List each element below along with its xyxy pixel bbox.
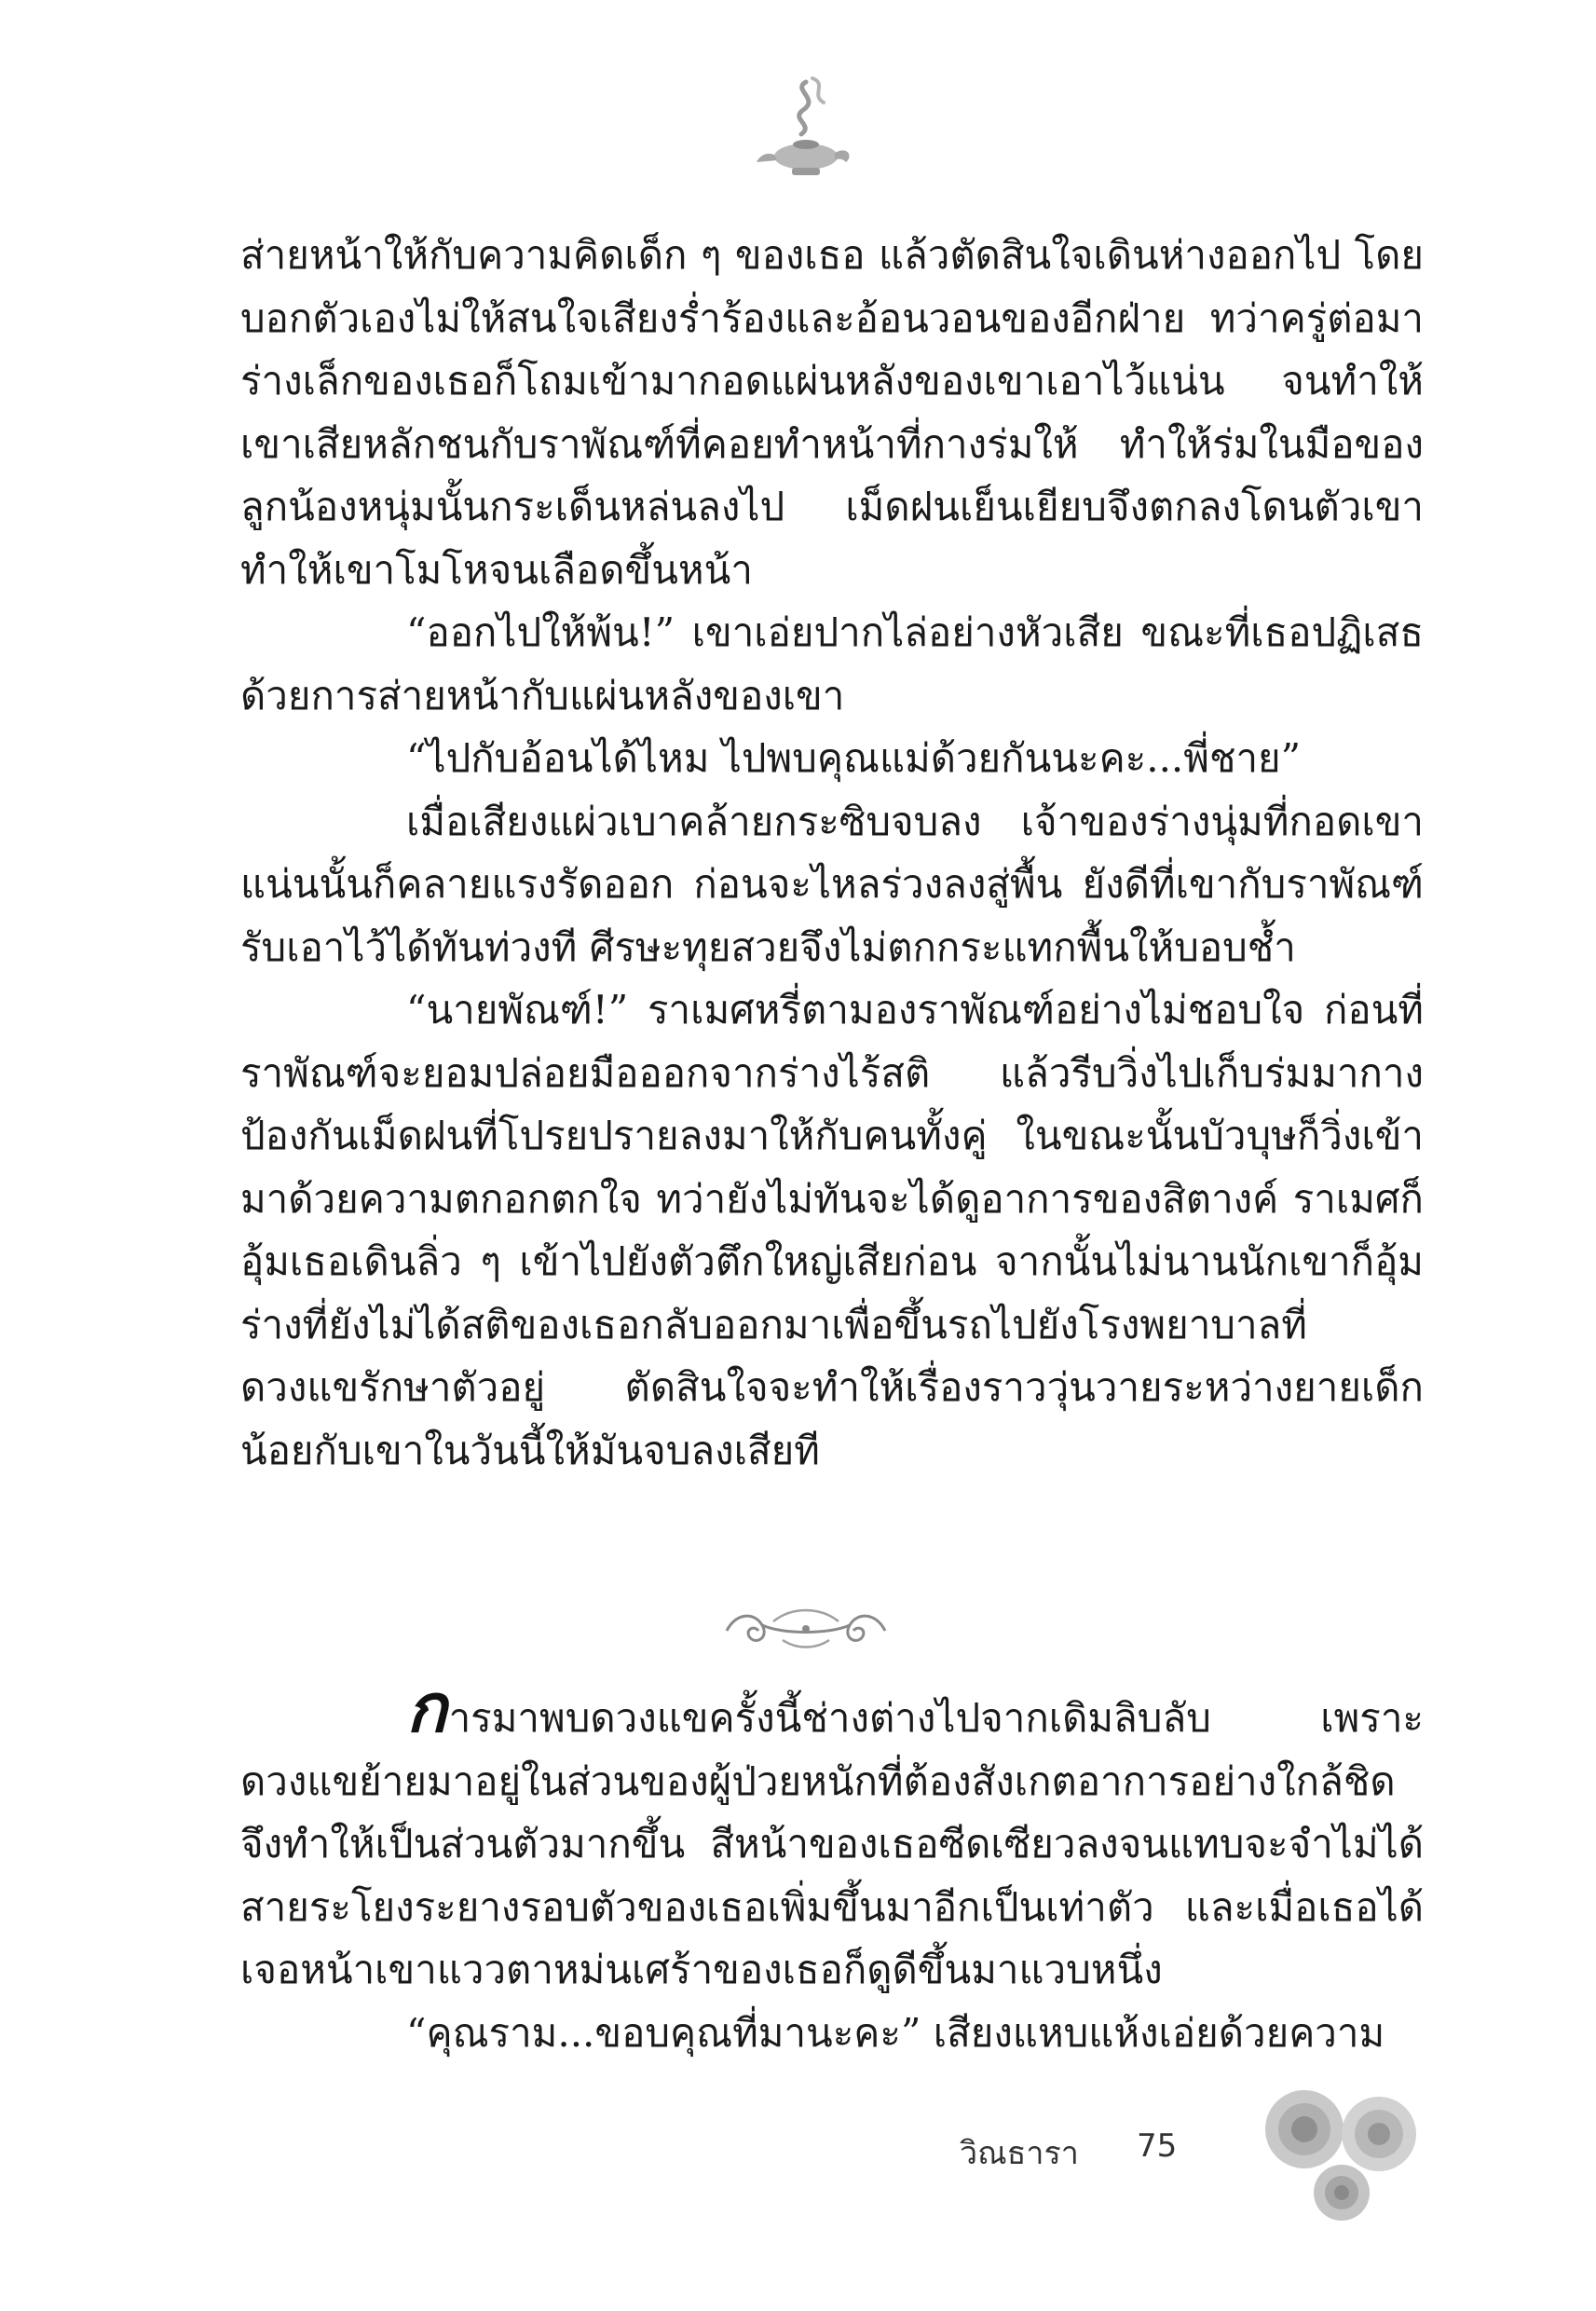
paragraph-text: ารมาพบดวงแขครั้งนี้ช่างต่างไปจากเดิมลิบลับ เพราะดวงแขย้ายมาอยู่ในส่วนของผู้ป่วยหนักที่ต้องสังเกตอาการอย่างใกล้ชิด จึงทำให้เป็นส่วนตัวมากขึ้น สีหน้าของเธอซีดเซียวลงจนแทบจะจำไม่ได้ สายระโยงระยางรอบตัวของเธอเพิ่มขึ้นมาอีกเป็นเท่าตัว และเมื่อเธอได้เจอหน้าเขาแววตาหม่นเศร้าของเธอก็ดูดีขึ้นมาแวบหนึ่ง [240, 1695, 1424, 1992]
genie-lamp-icon [755, 73, 857, 185]
page-number: 75 [1137, 2127, 1178, 2165]
paragraph: “ออกไปให้พ้น!” เขาเอ่ยปากไล่อย่างหัวเสีย ขณะที่เธอปฏิเสธด้วยการส่ายหน้ากับแผ่นหลังของเขา [240, 609, 1424, 718]
book-title: วิณธารา [960, 2135, 1079, 2172]
section-one [240, 224, 1424, 1482]
section-two [240, 1669, 1424, 2064]
page-footer [960, 2120, 1239, 2176]
roses-icon [1248, 2083, 1425, 2222]
paragraph [240, 1669, 1424, 2002]
paragraph: ส่ายหน้าให้กับความคิดเด็ก ๆ ของเธอ แล้วตัดสินใจเดินห่างออกไป โดยบอกตัวเองไม่ให้สนใจเสียงร่ำร้องและอ้อนวอนของอีกฝ่าย ทว่าครู่ต่อมาร่างเล็กของเธอก็โถมเข้ามากอดแผ่นหลังของเขาเอาไว้แน่น จนทำให้เขาเสียหลักชนกับราพัณฑ์ที่คอยทำหน้าที่กางร่มให้ ทำให้ร่มในมือของลูกน้องหนุ่มนั้นกระเด็นหล่นลงไป เม็ดฝนเย็นเยียบจึงตกลงโดนตัวเขาทำให้เขาโมโหจนเลือดขึ้นหน้า [240, 232, 1424, 593]
drop-cap: ก [406, 1669, 447, 1747]
paragraph: “นายพัณฑ์!” ราเมศหรี่ตามองราพัณฑ์อย่างไม่ชอบใจ ก่อนที่ราพัณฑ์จะยอมปล่อยมือออกจากร่างไร้สติ แล้วรีบวิ่งไปเก็บร่มมากางป้องกันเม็ดฝนที่โปรยปรายลงมาให้กับคนทั้งคู่ ในขณะนั้นบัวบุษก็วิ่งเข้ามาด้วยความตกอกตกใจ ทว่ายังไม่ทันจะได้ดูอาการของสิตางค์ ราเมศก็อุ้มเธอเดินลิ่ว ๆ เข้าไปยังตัวตึกใหญ่เสียก่อน จากนั้นไม่นานนักเขาก็อุ้มร่างที่ยังไม่ได้สติของเธอกลับออกมาเพื่อขึ้นรถไปยังโรงพยาบาลที่ดวงแขรักษาตัวอยู่ ตัดสินใจจะทำให้เรื่องราววุ่นวายระหว่างยายเด็กน้อยกับเขาในวันนี้ให้มันจบลงเสียที [240, 987, 1424, 1473]
paragraph: เมื่อเสียงแผ่วเบาคล้ายกระซิบจบลง เจ้าของร่างนุ่มที่กอดเขาแน่นนั้นก็คลายแรงรัดออก ก่อนจะไหลร่วงลงสู่พื้น ยังดีที่เขากับราพัณฑ์รับเอาไว้ได้ทันท่วงที ศีรษะทุยสวยจึงไม่ตกกระแทกพื้นให้บอบช้ำ [240, 798, 1424, 970]
paragraph: “ไปกับอ้อนได้ไหม ไปพบคุณแม่ด้วยกันนะคะ...พี่ชาย” [406, 735, 1302, 781]
paragraph: “คุณราม...ขอบคุณที่มานะคะ” เสียงแหบแห้งเอ่ยด้วยความ [406, 2009, 1385, 2056]
flourish-divider-icon [717, 1593, 894, 1659]
